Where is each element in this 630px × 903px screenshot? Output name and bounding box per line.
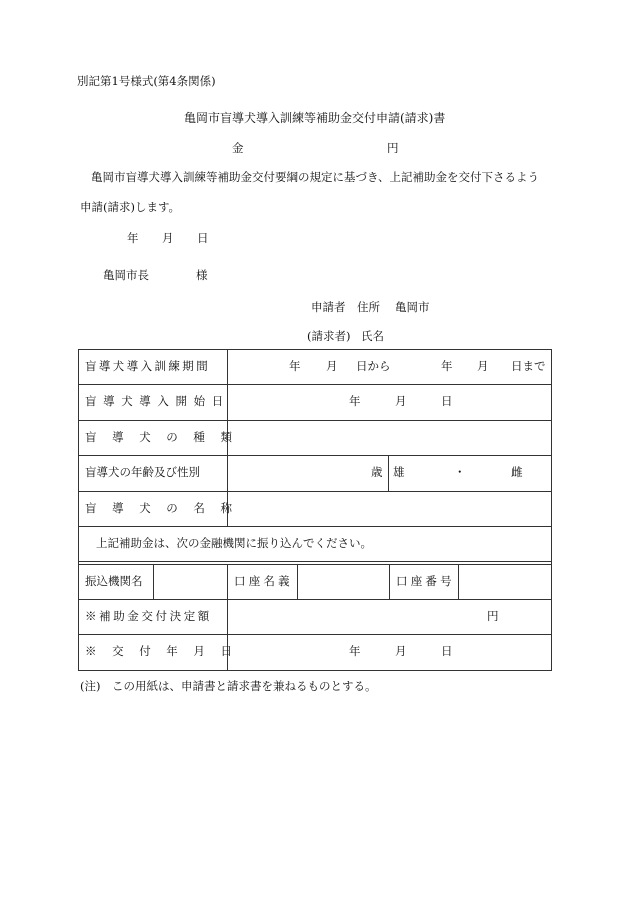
delivery-date-month: 月 bbox=[395, 644, 407, 658]
training-to-day: 日まで bbox=[511, 359, 546, 373]
body-text-line2: 申請(請求)します。 bbox=[80, 200, 181, 214]
training-period-label: 盲導犬導入訓練期間 bbox=[85, 359, 211, 373]
start-date-day: 日 bbox=[441, 394, 453, 408]
sex-male: 雄 bbox=[393, 465, 405, 479]
page-title: 亀岡市盲導犬導入訓練等補助金交付申請(請求)書 bbox=[184, 111, 446, 125]
amount-yen: 円 bbox=[387, 141, 399, 155]
bank-note: 上記補助金は、次の金融機関に振り込んでください。 bbox=[96, 536, 372, 550]
delivery-date-day: 日 bbox=[441, 644, 453, 658]
decision-amount-unit: 円 bbox=[487, 609, 499, 623]
sex-separator: ・ bbox=[454, 465, 466, 479]
date-year: 年 bbox=[127, 231, 139, 245]
applicant-label: 申請者 bbox=[311, 300, 346, 314]
training-from-year: 年 bbox=[289, 359, 301, 373]
applicant-address-label: 住所 bbox=[357, 300, 380, 314]
dog-name-label: 盲導犬の名称 bbox=[85, 501, 248, 515]
form-number: 別記第1号様式(第4条関係) bbox=[77, 74, 216, 88]
decision-amount-label: ※補助金交付決定額 bbox=[85, 609, 212, 623]
footer-note: (注) この用紙は、申請書と請求書を兼ねるものとする。 bbox=[80, 679, 377, 693]
applicant-name-label: 氏名 bbox=[361, 329, 384, 343]
date-month: 月 bbox=[162, 231, 174, 245]
applicant-address-value: 亀岡市 bbox=[395, 300, 430, 314]
start-date-month: 月 bbox=[395, 394, 407, 408]
institution-label: 振込機関名 bbox=[85, 574, 143, 588]
delivery-date-year: 年 bbox=[349, 644, 361, 658]
date-day: 日 bbox=[197, 231, 209, 245]
claimant-label: (請求者) bbox=[307, 329, 351, 343]
training-from-day: 日から bbox=[356, 359, 391, 373]
start-date-label: 盲導犬導入開始日 bbox=[85, 394, 230, 408]
age-unit: 歳 bbox=[371, 465, 383, 479]
age-sex-label: 盲導犬の年齢及び性別 bbox=[85, 465, 200, 479]
body-text-line1: 亀岡市盲導犬導入訓練等補助金交付要綱の規定に基づき、上記補助金を交付下さるよう bbox=[91, 170, 540, 184]
account-name-label: 口座名義 bbox=[234, 574, 293, 588]
training-to-year: 年 bbox=[441, 359, 453, 373]
delivery-date-label: ※交付年月日 bbox=[85, 644, 248, 658]
training-from-month: 月 bbox=[326, 359, 338, 373]
addressee-name: 亀岡市長 bbox=[103, 268, 149, 282]
account-number-label: 口座番号 bbox=[396, 574, 455, 588]
amount-kin: 金 bbox=[232, 141, 244, 155]
start-date-year: 年 bbox=[349, 394, 361, 408]
dog-type-label: 盲導犬の種類 bbox=[85, 430, 248, 444]
addressee-honorific: 様 bbox=[196, 268, 208, 282]
sex-female: 雌 bbox=[511, 465, 523, 479]
training-to-month: 月 bbox=[477, 359, 489, 373]
